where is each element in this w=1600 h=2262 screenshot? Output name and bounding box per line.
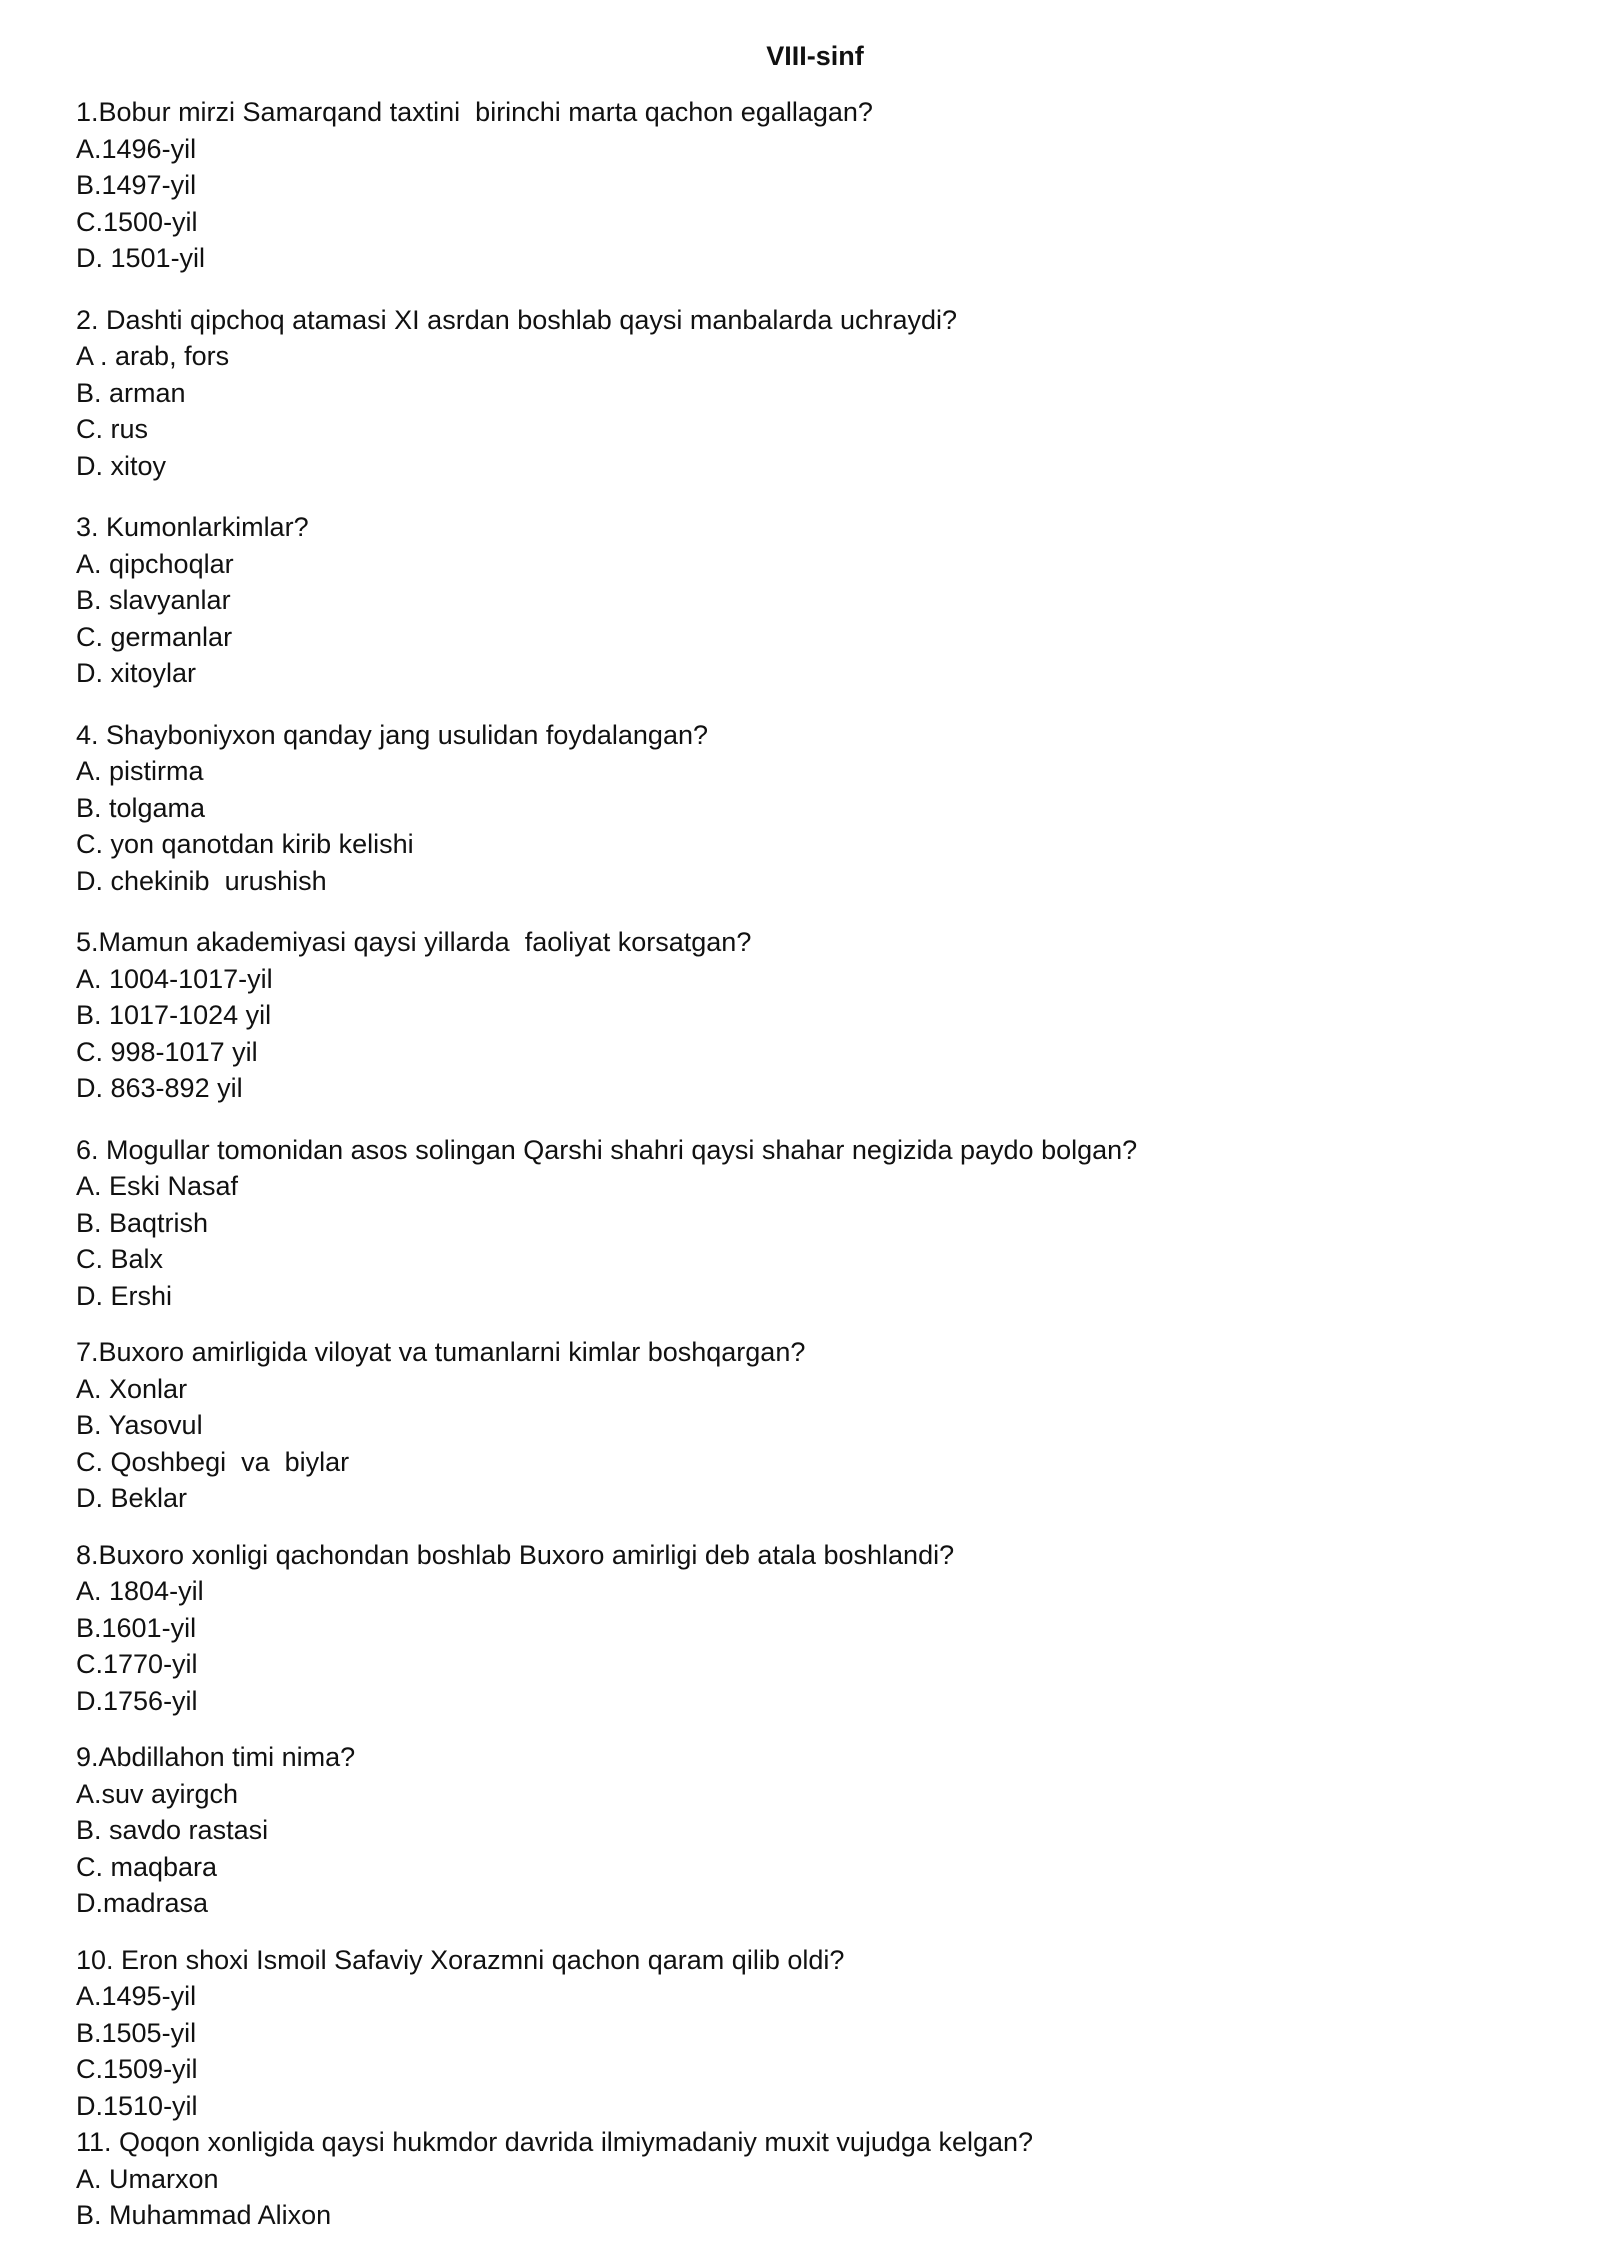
answer-option-a: A. Eski Nasaf	[76, 1171, 239, 1201]
answer-option-d: D. xitoy	[76, 450, 167, 481]
question-list	[76, 94, 1536, 2234]
answer-option-a: A.suv ayirgch	[76, 1778, 239, 1809]
question-spacer	[76, 277, 1536, 302]
answer-option-b: B. tolgama	[76, 792, 206, 823]
question-spacer	[76, 1314, 1536, 1334]
answer-option-b: B.1497-yil	[76, 170, 197, 200]
answer-option-b: B.1505-yil	[76, 2017, 197, 2048]
question-text: 7.Buxoro amirligida viloyat va tumanlarni kimlar boshqargan?	[76, 1337, 806, 1367]
question-text: 8.Buxoro xonligi qachondan boshlab Buxoro amirligi deb atala boshlandi?	[76, 1539, 955, 1570]
answer-option-c: C.1509-yil	[76, 2054, 198, 2084]
answer-option-a: A.1495-yil	[76, 1981, 197, 2011]
question-6	[76, 1132, 1536, 1315]
question-spacer	[76, 1922, 1536, 1942]
question-1	[76, 94, 1536, 277]
question-4	[76, 717, 1536, 900]
question-text: 1.Bobur mirzi Samarqand taxtini birinchi marta qachon egallagan?	[76, 97, 873, 127]
question-text: 2. Dashti qipchoq atamasi XI asrdan boshlab qaysi manbalarda uchraydi?	[76, 304, 958, 335]
answer-option-c: C. Balx	[76, 1244, 164, 1274]
question-2	[76, 302, 1536, 485]
question-spacer	[76, 484, 1536, 509]
answer-option-d: D. 1501-yil	[76, 243, 206, 273]
answer-option-b: B. 1017-1024 yil	[76, 1000, 272, 1030]
question-spacer	[76, 692, 1536, 717]
answer-option-a: A. pistirma	[76, 756, 204, 786]
answer-option-a: A. 1804-yil	[76, 1576, 204, 1606]
question-text: 6. Mogullar tomonidan asos solingan Qarshi shahri qaysi shahar negizida paydo bolgan?	[76, 1134, 1138, 1165]
answer-option-d: D.1756-yil	[76, 1685, 198, 1716]
answer-option-b: B. Muhammad Alixon	[76, 2200, 332, 2230]
answer-option-d: D. chekinib urushish	[76, 865, 327, 896]
answer-option-c: C. Qoshbegi va biylar	[76, 1446, 350, 1477]
question-10	[76, 1942, 1536, 2125]
answer-option-b: B. Yasovul	[76, 1410, 203, 1440]
answer-option-c: C. yon qanotdan kirib kelishi	[76, 829, 414, 859]
answer-option-b: B. savdo rastasi	[76, 1815, 269, 1845]
question-text: 11. Qoqon xonligida qaysi hukmdor davrida ilmiymadaniy muxit vujudga kelgan?	[76, 2127, 1034, 2157]
question-11	[76, 2124, 1536, 2234]
answer-option-c: C.1500-yil	[76, 206, 198, 237]
answer-option-a: A. Xonlar	[76, 1373, 188, 1404]
page-title: VIII-sinf	[766, 41, 864, 71]
question-text: 9.Abdillahon timi nima?	[76, 1742, 356, 1772]
answer-option-d: D. xitoylar	[76, 658, 197, 688]
question-spacer	[76, 899, 1536, 924]
question-text: 5.Mamun akademiyasi qaysi yillarda faoliyat korsatgan?	[76, 927, 752, 957]
answer-option-d: D.madrasa	[76, 1888, 209, 1918]
answer-option-d: D. Beklar	[76, 1483, 188, 1513]
question-text: 10. Eron shoxi Ismoil Safaviy Xorazmni qachon qaram qilib oldi?	[76, 1944, 845, 1975]
question-8	[76, 1537, 1536, 1720]
question-text: 4. Shayboniyxon qanday jang usulidan foydalangan?	[76, 719, 708, 750]
answer-option-c: C. germanlar	[76, 621, 233, 652]
answer-option-d: D. 863-892 yil	[76, 1073, 243, 1103]
question-9	[76, 1739, 1536, 1922]
question-spacer	[76, 1517, 1536, 1537]
answer-option-c: C.1770-yil	[76, 1649, 198, 1679]
question-3	[76, 509, 1536, 692]
question-text: 3. Kumonlarkimlar?	[76, 512, 309, 542]
question-spacer	[76, 1107, 1536, 1132]
answer-option-a: A . arab, fors	[76, 341, 230, 371]
answer-option-c: C. maqbara	[76, 1851, 218, 1882]
answer-option-b: B. arman	[76, 377, 186, 408]
answer-option-c: C. 998-1017 yil	[76, 1036, 258, 1067]
answer-option-d: D. Ershi	[76, 1280, 173, 1311]
answer-option-a: A. qipchoqlar	[76, 548, 234, 579]
answer-option-b: B. slavyanlar	[76, 585, 231, 615]
question-spacer	[76, 1719, 1536, 1739]
answer-option-b: B.1601-yil	[76, 1612, 197, 1643]
answer-option-a: A. Umarxon	[76, 2163, 219, 2194]
answer-option-c: C. rus	[76, 414, 149, 444]
answer-option-a: A. 1004-1017-yil	[76, 963, 273, 994]
question-5	[76, 924, 1536, 1107]
answer-option-b: B. Baqtrish	[76, 1207, 209, 1238]
answer-option-a: A.1496-yil	[76, 133, 197, 164]
answer-option-d: D.1510-yil	[76, 2090, 198, 2121]
question-7	[76, 1334, 1536, 1517]
